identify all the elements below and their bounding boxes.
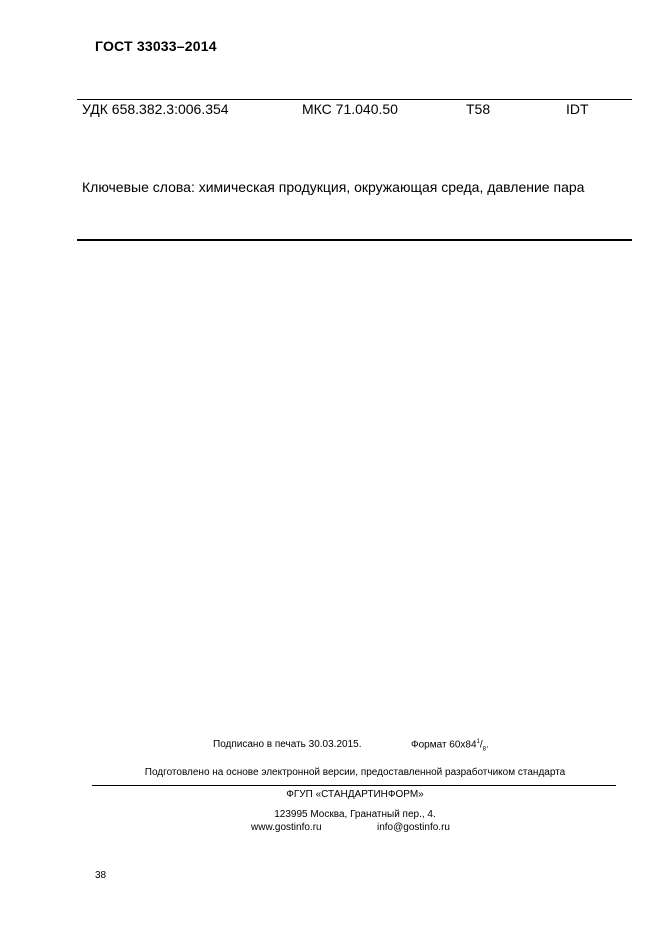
email-link[interactable]: info@gostinfo.ru bbox=[377, 822, 450, 833]
top-divider bbox=[77, 99, 632, 100]
publisher-name: ФГУП «СТАНДАРТИНФОРМ» bbox=[286, 789, 424, 800]
print-format-label: Формат 60x84 bbox=[411, 739, 477, 751]
website-link[interactable]: www.gostinfo.ru bbox=[251, 822, 322, 833]
keywords-divider bbox=[77, 239, 632, 241]
print-format-numerator: 1 bbox=[476, 739, 480, 745]
udk-code: УДК 658.382.3:006.354 bbox=[82, 101, 229, 117]
publisher-address: 123995 Москва, Гранатный пер., 4. bbox=[274, 809, 436, 820]
mks-code: МКС 71.040.50 bbox=[302, 101, 398, 117]
prepared-note: Подготовлено на основе электронной версии, предоставленной разработчиком стандарта bbox=[144, 767, 566, 778]
imprint-divider bbox=[92, 785, 616, 786]
signed-for-print: Подписано в печать 30.03.2015. bbox=[213, 739, 362, 750]
print-format-denominator: 8 bbox=[482, 746, 487, 753]
degree-code: IDT bbox=[566, 101, 589, 117]
group-code: Т58 bbox=[466, 101, 491, 117]
keywords-paragraph: Ключевые слова: химическая продукция, окружающая среда, давление пара bbox=[82, 179, 585, 195]
print-format-end: . bbox=[486, 739, 489, 751]
page-number: 38 bbox=[95, 870, 107, 881]
print-format: Формат $60x84^1/_8$. bbox=[411, 739, 489, 753]
document-title: ГОСТ 33033–2014 bbox=[95, 38, 217, 54]
